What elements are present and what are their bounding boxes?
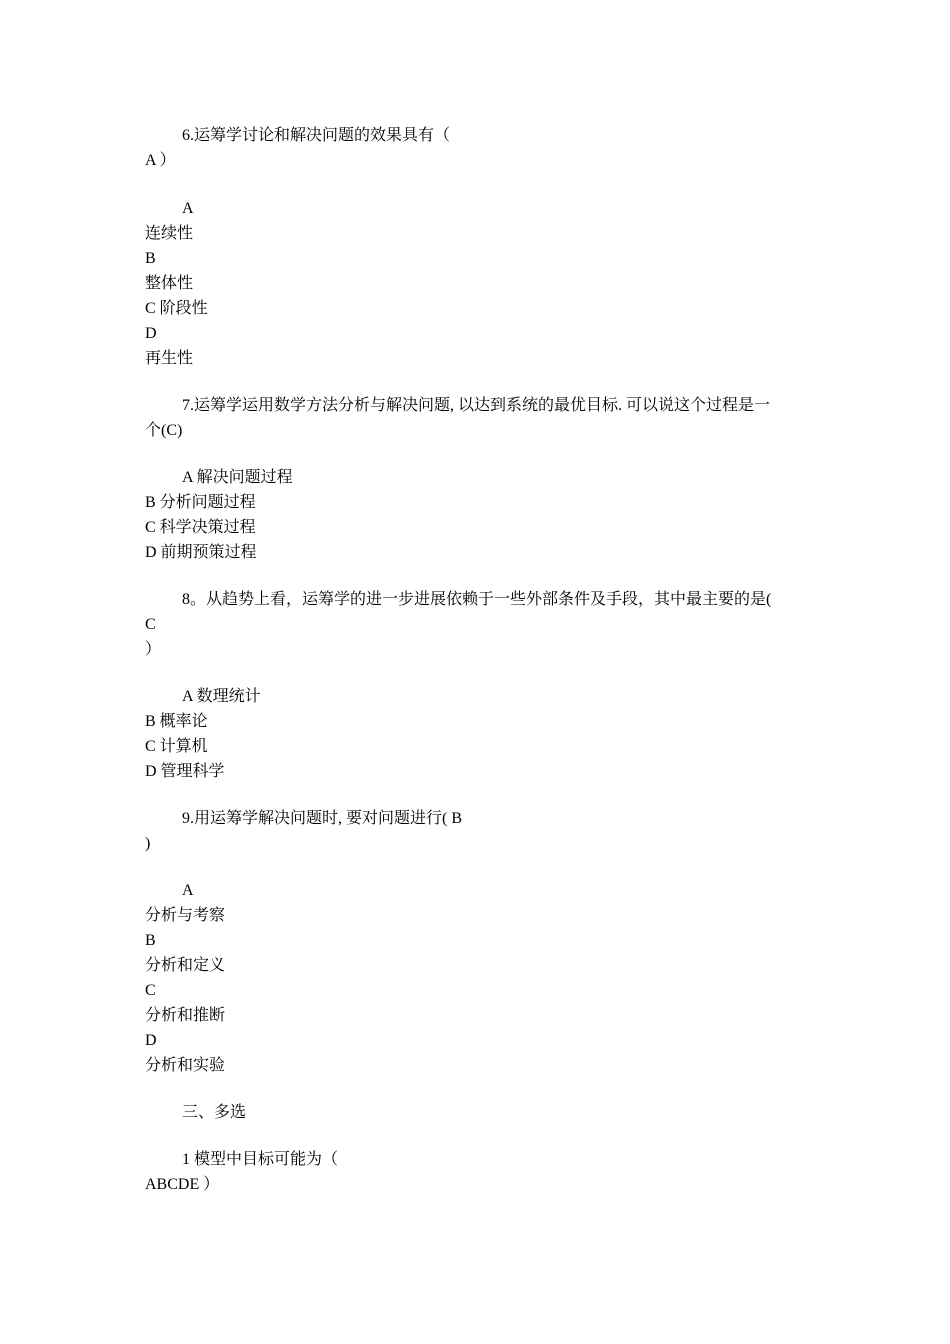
option-c: C 阶段性 <box>145 300 208 317</box>
question-6-stem: 6.运筹学讨论和解决问题的效果具有（ <box>182 127 451 144</box>
option-a-label: A <box>182 200 194 217</box>
option-b: B 概率论 <box>145 713 208 730</box>
option-d-label: D <box>145 325 157 342</box>
option-a: A 数理统计 <box>182 688 261 705</box>
option-c: C 科学决策过程 <box>145 519 256 536</box>
option-d-label: D <box>145 1032 157 1049</box>
option-c-text: 分析和推断 <box>145 1007 226 1024</box>
option-d-text: 分析和实验 <box>145 1057 226 1074</box>
question-8-stem: 8。从趋势上看，运筹学的进一步进展依赖于一些外部条件及手段，其中最主要的是( <box>182 591 772 608</box>
option-c-label: C <box>145 982 156 999</box>
multi-question-1-stem: 1 模型中目标可能为（ <box>182 1151 339 1168</box>
option-b: B 分析问题过程 <box>145 494 256 511</box>
question-9-stem: 9.用运筹学解决问题时, 要对问题进行( B <box>182 810 463 827</box>
multi-question-1-answer: ABCDE ） <box>145 1176 220 1193</box>
question-8-answer: C <box>145 616 156 633</box>
section-heading: 三、多选 <box>182 1104 247 1121</box>
option-d: D 前期预策过程 <box>145 544 257 561</box>
question-6-answer: A ） <box>145 152 176 169</box>
option-d: D 管理科学 <box>145 763 225 780</box>
option-b-label: B <box>145 250 156 267</box>
option-b-text: 整体性 <box>145 275 194 292</box>
question-7-stem: 7.运筹学运用数学方法分析与解决问题, 以达到系统的最优目标. 可以说这个过程是一 <box>182 397 771 414</box>
option-c: C 计算机 <box>145 738 208 755</box>
option-b-text: 分析和定义 <box>145 957 226 974</box>
question-7-answer: 个(C) <box>145 422 183 439</box>
option-a-text: 分析与考察 <box>145 907 226 924</box>
option-a-text: 连续性 <box>145 225 194 242</box>
question-8-close-paren: ） <box>145 641 162 658</box>
option-b-label: B <box>145 932 156 949</box>
option-a-label: A <box>182 882 194 899</box>
option-a: A 解决问题过程 <box>182 469 293 486</box>
question-9-close-paren: ) <box>145 835 151 852</box>
option-d-text: 再生性 <box>145 350 194 367</box>
